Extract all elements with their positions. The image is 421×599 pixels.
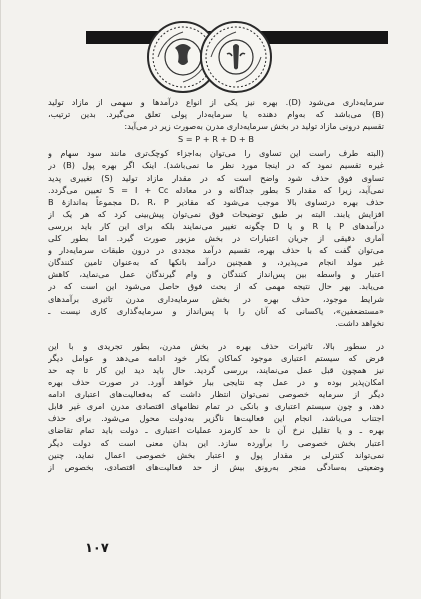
text-line: شرایط موجود، حذف بهره در بخش سرمایه‌داری مدرن تاثیری برآمد‌های <box>48 293 384 304</box>
text-line: (البته طرف راست این تساوی را می‌توان به‌اجزاء کوچک‌تری مانند سود سهام و <box>48 148 384 159</box>
paragraph-1 <box>48 96 384 132</box>
text-line: غیره تقسیم نمود که در اینجا مورد نظر ما نمی‌باشد). اینک اگر بهره پول (B) در <box>48 160 384 171</box>
text-line: اجتناب می‌باشد، انجام این فعالیت‌ها ناگزیر به‌دولت محول می‌شود. برای حذف <box>48 413 384 424</box>
text-line: حذف بهره درتساوی بالا موجب می‌شود که مقادیر D، R، P مجموعاً به‌اندازهٔ B <box>48 196 384 207</box>
text-line: آماری دقیقی از جریان اعتبارات در بخش مزبور صورت گیرد. اما بطور کلی <box>48 233 384 244</box>
text-line: نمی‌تواند کنترلی بر مقدار پول و اعتبار بخش خصوصی اعمال نماید، چنین <box>48 449 384 460</box>
text-line: «مستضعفین»، یاکسانی که آنان را با پس‌انداز و سرمایه‌گذاری کاری نیست ـ <box>48 305 384 316</box>
text-line: درآمدهای P یا R و یا D چگونه تغییر می‌نمایند بلکه برای این کار باید بررسی <box>48 220 384 231</box>
text-line: وضعیتی به‌سادگی منجر به‌رونق بیش از حد فعالیت‌های اقتصادی، بخصوص از <box>48 461 384 472</box>
text-line: نیز همچون قبل عمل می‌نمایند، بررسی گردید. حال باید دید این کار تا چه حد <box>48 364 384 375</box>
text-line: بهره ـ و یا تقلیل نرخ آن تا حد کارمزد عملیات اعتباری ـ دولت باید تمام تقاضای <box>48 425 384 436</box>
text-line: اعتبار بخش خصوصی را برآورده سازد. این بدان معنی است که دولت دیگر <box>48 437 384 448</box>
text-line: می‌یابد. بهر حال نتیجه مهمی که از بحث فوق حاصل می‌شود این است که در <box>48 281 384 292</box>
formula: S = P + R + D + B <box>177 134 254 145</box>
text-line: فرض که سیستم اعتباری موجود کماکان بکار خود ادامه می‌دهد و عوامل دیگر <box>48 352 384 363</box>
text-line: می‌توان گفت که با حذف بهره، تقسیم درآمد مجددی در درون طبقات سرمایه‌دار و <box>48 245 384 256</box>
coin-emblem-icon <box>197 18 275 96</box>
text-line: تقسیم درونی مازاد تولید در بخش سرمایه‌داری مدرن به‌صورت زیر در می‌آید: <box>124 121 384 132</box>
text-line: تساوی فوق حذف شود واضح است که در مقدار مازاد تولید (S) تغییری پدید <box>48 172 384 183</box>
text-line: سرمایه‌داری می‌شود (D). بهره نیز یکی از انواع درآمدها و سهمی از مازاد تولید <box>48 97 384 107</box>
paragraph-2 <box>48 147 384 328</box>
text-line: دیگر از سرمایه خصوصی نمی‌توان انتظار داشت که به‌فعالیت‌های اعتباری ادامه <box>48 389 384 400</box>
text-line: اعتبار و واسطه بین پس‌انداز کنندگان و وام گیرندگان عمل می‌نماید، کاهش <box>48 269 384 280</box>
paragraph-3 <box>48 340 384 473</box>
text-line: دهد، و چون سیستم اعتباری و بانکی در تمام نظامهای اقتصادی مدرن امری غیر قابل <box>48 401 384 412</box>
page-number: ۱۰۷ <box>85 541 109 556</box>
text-line: نخواهد داشت. <box>335 317 384 328</box>
text-line: غیر مولد انجام می‌پذیرد، و همچنین درآمد بانکها که به‌عنوان تامین کنندگان <box>48 257 384 268</box>
text-line: امکان‌پذیر بوده و در عمل چه نتایجی ببار خواهد آورد. در صورت حذف بهره <box>48 377 384 388</box>
text-line: (B) می‌باشد که به‌وام دهنده یا سرمایه‌دار پولی تعلق می‌گیرد. بدین ترتیب، <box>48 109 384 120</box>
body-text <box>48 96 384 473</box>
text-line: در سطور بالا، تاثیرات حذف بهره در بخش مدرن، بطور تجریدی و با این <box>48 340 384 351</box>
text-line: نمی‌آید، زیرا که مقدار S بطور جداگانه و در معادله S = I + Cc تعیین می‌گردد. <box>48 184 384 195</box>
text-line: افزایش یابند. البته بر طبق توضیحات فوق نمی‌توان پیش‌بینی کرد که هر یک از <box>48 208 384 219</box>
